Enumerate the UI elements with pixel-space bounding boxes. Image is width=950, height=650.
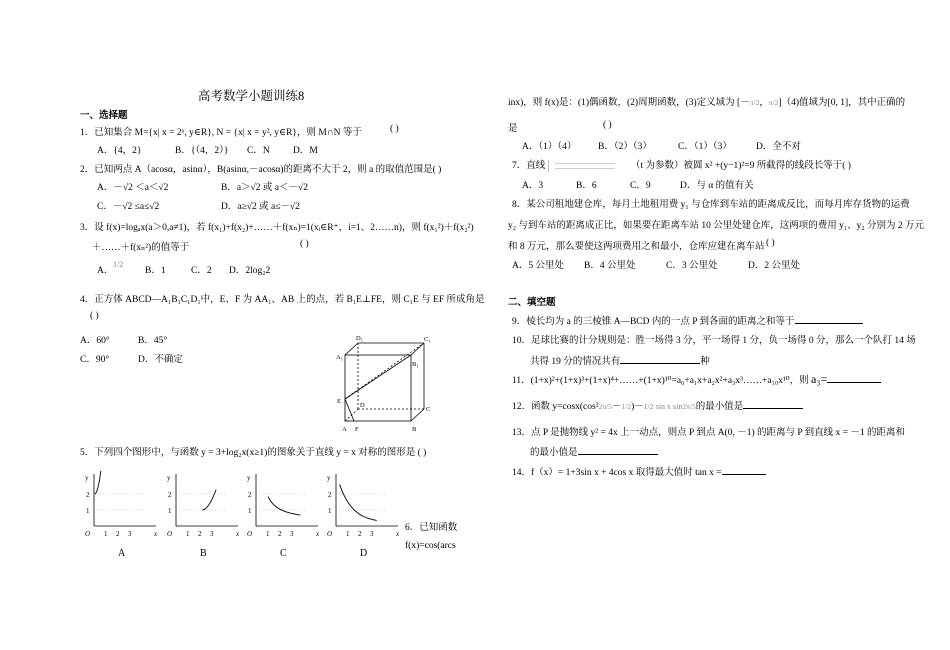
label-a1: A₁ bbox=[336, 354, 343, 361]
q12-frac-1: 2π/5 bbox=[598, 402, 612, 411]
tick-y: 2 bbox=[248, 491, 252, 499]
axis-y-label: y bbox=[247, 474, 251, 482]
tick-x: 1 bbox=[186, 530, 190, 538]
tick-x: 2 bbox=[198, 530, 202, 538]
question-8-options bbox=[512, 257, 832, 273]
tick-x: 2 bbox=[358, 530, 362, 538]
question-11 bbox=[512, 372, 881, 387]
axis-y-label: y bbox=[85, 474, 89, 482]
option-a: A．{4，2} bbox=[97, 146, 142, 156]
tick-y: 1 bbox=[86, 507, 90, 515]
question-7 bbox=[512, 157, 851, 172]
option-c: C．（1）（3） bbox=[678, 142, 732, 152]
label-f: F bbox=[355, 426, 359, 433]
question-3-stem-2: ＋……＋f(xₙ²)的值等于 bbox=[92, 243, 190, 253]
axis-y-label: y bbox=[327, 474, 331, 482]
question-3-stem: 3．设 f(x)=logₐx(a＞0,a≠1)，若 f(x₁)+f(x₂)+……＋f(xₙ)=1(xᵢ∈R⁺，i=1、2……n)，则 f(x₁²)＋f(x₂²) bbox=[80, 223, 474, 233]
option-b: B．6 bbox=[576, 181, 597, 191]
option-d: D．a≥√2 或 a≤－√2 bbox=[221, 202, 300, 212]
label-c1: C₁ bbox=[424, 336, 431, 343]
option-b: B．4 公里处 bbox=[584, 261, 636, 271]
q6-mid: ， bbox=[759, 98, 769, 108]
origin-label: O bbox=[85, 530, 91, 538]
option-c: C．2 bbox=[191, 266, 212, 276]
answer-blank-11[interactable] bbox=[827, 372, 881, 383]
curve bbox=[340, 484, 377, 520]
label-d1: D₁ bbox=[356, 335, 363, 342]
axis-x-label: x bbox=[316, 530, 320, 538]
label-b: B bbox=[412, 426, 417, 433]
question-8-line-2: y₂ 与到车站的距离成正比，如果要在距离车站 10 公里处建仓库，这两项的费用 y₁、y₂ 分别为 2 万元 bbox=[508, 221, 925, 231]
axis-x-label: x bbox=[396, 530, 400, 538]
option-d: D．M bbox=[293, 146, 318, 156]
question-7-stem-a: 7．直线 bbox=[512, 161, 546, 171]
label-d: D bbox=[360, 402, 365, 409]
question-4-stem: 4．正方体 ABCD—A₁B₁C₁D₁中，E、F 为 AA₁、AB 上的点，若 B₁E⊥FE，则 C₁E 与 EF 所成角是 bbox=[80, 295, 485, 305]
q12-stem-d: sin x sin bbox=[655, 402, 683, 411]
question-1 bbox=[80, 124, 362, 138]
option-a: A． bbox=[97, 266, 114, 276]
question-6-stem-c bbox=[508, 94, 905, 108]
option-a: A．5 公里处 bbox=[512, 261, 564, 271]
tick-y: 2 bbox=[86, 491, 90, 499]
tick-x: 3 bbox=[210, 530, 214, 538]
question-13-stem: 的最小值是 bbox=[530, 448, 578, 458]
tick-y: 1 bbox=[248, 507, 252, 515]
graph-letter: C bbox=[280, 548, 287, 559]
question-14-stem: 14．f（x）= 1+3sin x + 4cos x 取得最大值时 tan x = bbox=[512, 468, 722, 478]
question-1-paren: ( ) bbox=[390, 124, 399, 134]
tick-x: 1 bbox=[346, 530, 350, 538]
q6-part-d: ]（4)值域为[0, 1]，其中正确的 bbox=[778, 98, 906, 108]
origin-label: O bbox=[327, 530, 333, 538]
question-13-line-2 bbox=[530, 444, 658, 458]
tick-x: 2 bbox=[116, 530, 120, 538]
question-1-stem: 1．已知集合 M={x| x = 2ˣ, y∈R}, N = {x| x = y², y∈R}，则 M∩N 等于 bbox=[80, 128, 362, 138]
answer-blank-10[interactable] bbox=[620, 353, 700, 364]
question-4-paren: ( ) bbox=[90, 311, 99, 321]
question-7-options bbox=[522, 177, 822, 193]
question-11-stem: 11．(1+x)²+(1+x)³+(1+x)⁴+……+(1+x)¹⁰=a₀+a₁x+a₂x²+a₃x³……+a₁₀x¹⁰，则 bbox=[512, 376, 809, 386]
graph-d bbox=[327, 474, 400, 559]
tick-y: 1 bbox=[328, 507, 332, 515]
option-d: D．全不对 bbox=[756, 142, 801, 152]
q12-frac-4: 2π/5 bbox=[682, 402, 696, 411]
question-3-options bbox=[97, 262, 397, 282]
curve bbox=[95, 471, 101, 494]
page-title: 高考数学小题训练8 bbox=[198, 89, 305, 103]
q12-stem-b: － bbox=[611, 402, 622, 412]
question-6-paren: ( ) bbox=[603, 120, 612, 130]
question-12 bbox=[512, 398, 803, 412]
question-2-stem: 2．已知两点 A（acosα，asinα），B(asinα,－acosα)的距离不大于 2，则 a 的取值范围是( ) bbox=[80, 165, 442, 175]
section-heading-choice: 一、选择题 bbox=[80, 111, 128, 121]
option-b: B．1 bbox=[145, 266, 166, 276]
answer-blank-14[interactable] bbox=[722, 464, 766, 475]
question-12-stem-a: 12．函数 y=cosx(cos² bbox=[512, 402, 599, 412]
graph-letter: A bbox=[118, 548, 126, 559]
q12-frac-3: 1/2 bbox=[643, 402, 654, 411]
tick-x: 3 bbox=[290, 530, 294, 538]
option-c: C．9 bbox=[630, 181, 651, 191]
question-5-stem: 5．下列四个图形中，与函数 y = 3+log₂x(x≥1)的图象关于直线 y = x 对称的图形是 ( ) bbox=[80, 448, 427, 458]
answer-blank-9[interactable] bbox=[795, 313, 863, 324]
label-c: C bbox=[426, 406, 431, 413]
cube-figure bbox=[330, 333, 442, 433]
q12-stem-c: )－ bbox=[631, 402, 644, 412]
graph-letter: D bbox=[360, 548, 368, 559]
question-6-stem-a: 6．已知函数 bbox=[405, 523, 458, 533]
label-b1: B₁ bbox=[412, 361, 419, 368]
question-10-line-2 bbox=[530, 353, 710, 367]
axis-x-label: x bbox=[154, 530, 158, 538]
tick-x: 1 bbox=[266, 530, 270, 538]
graph-c bbox=[247, 474, 320, 559]
tick-y: 2 bbox=[168, 491, 172, 499]
q6-frac-a: π/2 bbox=[749, 98, 760, 107]
tick-x: 1 bbox=[104, 530, 108, 538]
option-a: A．－√2 ＜a＜√2 bbox=[97, 183, 169, 193]
option-a-fraction: 1/2 bbox=[113, 260, 124, 269]
tick-y: 1 bbox=[168, 507, 172, 515]
question-6-stem-b: f(x)=cos(arcs bbox=[405, 541, 456, 551]
q12-frac-2: 1/2 bbox=[621, 402, 632, 411]
axis-x-label: x bbox=[236, 530, 240, 538]
question-8-line-3: 和 8 万元，那么要使这两项费用之和最小，仓库应建在离车站 bbox=[508, 242, 765, 252]
option-b: B．（2）（3） bbox=[598, 142, 652, 152]
option-c: C．90° bbox=[80, 355, 110, 365]
option-c: C．－√2 ≤a≤√2 bbox=[97, 202, 160, 212]
option-d: D．与 α 的值有关 bbox=[680, 181, 754, 191]
curve bbox=[202, 490, 216, 510]
question-4-options bbox=[80, 332, 220, 372]
question-2-options bbox=[97, 179, 417, 219]
graph-letter: B bbox=[200, 548, 207, 559]
answer-blank-12[interactable] bbox=[743, 398, 803, 409]
tick-x: 3 bbox=[128, 530, 132, 538]
option-c: C．3 公里处 bbox=[666, 261, 718, 271]
option-b: B．a＞√2 或 a＜－√2 bbox=[221, 183, 308, 193]
graph-a bbox=[85, 471, 158, 559]
section-heading-fill: 二、填空题 bbox=[508, 298, 556, 308]
question-8-line-1: 8．某公司租地建仓库，每月土地租用费 y₁ 与仓库到车站的距离成反比，而每月库存货物的运费 bbox=[512, 200, 910, 210]
tick-y: 2 bbox=[328, 491, 332, 499]
axis-y-label: y bbox=[167, 474, 171, 482]
question-13-line-1: 13．点 P 是抛物线 y² = 4x 上一动点，则点 P 到点 A(0, －1) 的距离与 P 到直线 x = －1 的距离和 bbox=[512, 428, 906, 438]
label-e: E bbox=[337, 398, 341, 405]
tick-x: 3 bbox=[370, 530, 374, 538]
q6-part-c: inx)，则 f(x)是：(1)偶函数，(2)周期函数，(3)定义域为 [－ bbox=[508, 98, 750, 108]
question-10-stem: 共得 19 分的情况共有 bbox=[530, 357, 621, 367]
question-11-a3: a₃= bbox=[810, 372, 828, 386]
question-6-options bbox=[522, 138, 822, 154]
parametric-equation-icon bbox=[548, 160, 629, 172]
question-8-paren: ( ) bbox=[766, 238, 775, 248]
option-a: A．60° bbox=[80, 336, 110, 346]
question-9-stem: 9．棱长均为 a 的三棱锥 A—BCD 内的一点 P 到各面的距离之和等于 bbox=[512, 317, 795, 327]
question-10-line-1: 10．足球比赛的计分规则是：胜一场得 3 分，平一场得 1 分，负一场得 0 分，那么一个队打 14 场 bbox=[512, 336, 916, 346]
origin-label: O bbox=[247, 530, 253, 538]
option-b: B．45° bbox=[138, 336, 168, 346]
q12-stem-e: 的最小值是 bbox=[695, 402, 744, 412]
question-9 bbox=[512, 313, 863, 327]
option-d: D．2 公里处 bbox=[748, 261, 800, 271]
origin-label: O bbox=[167, 530, 173, 538]
question-14 bbox=[512, 464, 766, 478]
option-d: D．2log₂2 bbox=[229, 266, 271, 276]
graph-options bbox=[80, 468, 410, 560]
question-6-stem-e: 是 bbox=[508, 124, 518, 134]
question-3-paren: ( ) bbox=[300, 239, 309, 249]
tick-x: 2 bbox=[278, 530, 282, 538]
answer-blank-13[interactable] bbox=[578, 444, 658, 455]
q6-frac-b: π/2 bbox=[768, 98, 779, 107]
option-b: B．{（4，2）} bbox=[175, 146, 229, 156]
option-a: A．3 bbox=[522, 181, 544, 191]
option-a: A．（1）（4） bbox=[522, 142, 577, 152]
option-d: D．不确定 bbox=[138, 355, 183, 365]
graph-b bbox=[167, 474, 240, 559]
label-a: A bbox=[342, 426, 347, 433]
question-7-stem-b: （t 为参数）被圆 x² +(y−1)²=9 所截得的线段长等于( ) bbox=[631, 161, 851, 171]
curve bbox=[268, 496, 300, 515]
question-10-unit: 种 bbox=[700, 357, 710, 367]
option-c: C．N bbox=[247, 146, 270, 156]
